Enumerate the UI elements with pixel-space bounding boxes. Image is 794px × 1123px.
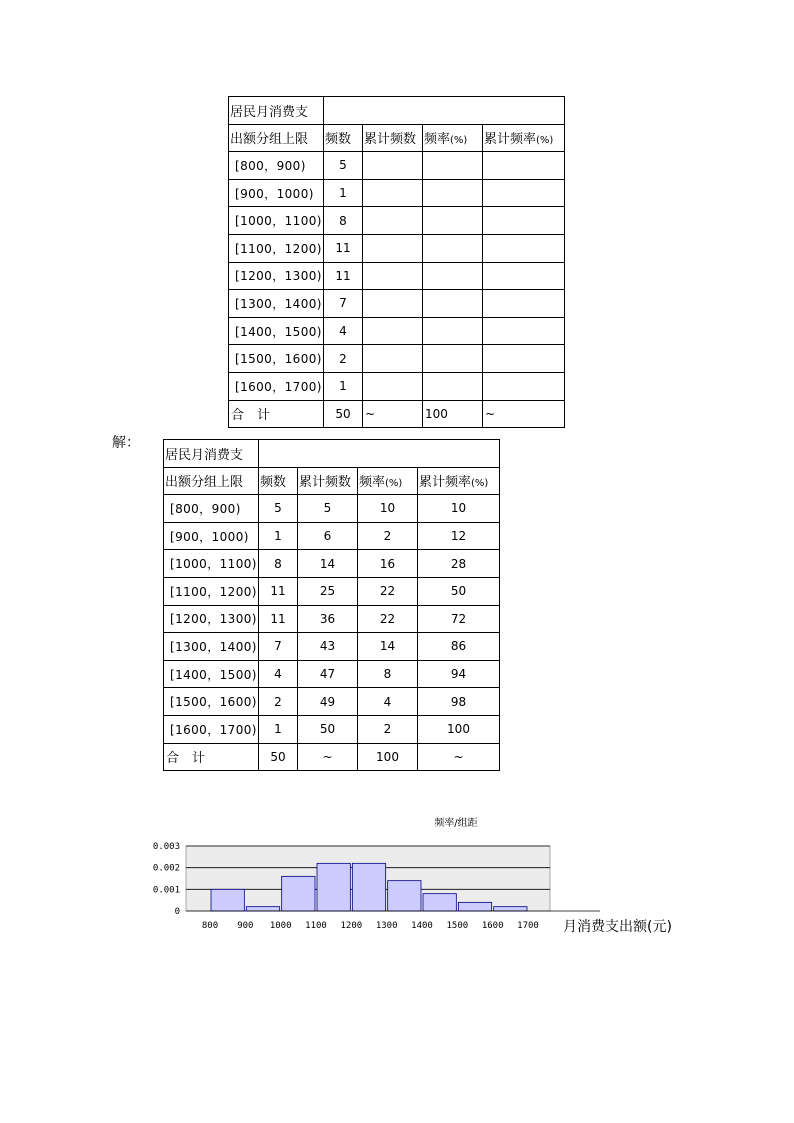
table-row <box>229 152 565 180</box>
freq-cell: 11 <box>324 262 363 290</box>
header-rate-text: 频率 <box>424 132 451 148</box>
rate-cell: 22 <box>358 577 418 605</box>
header-group-label-top: 居民月消费支 <box>164 440 259 468</box>
header-rate <box>358 467 418 495</box>
header-freq <box>259 467 298 495</box>
rate-cell: 14 <box>358 633 418 661</box>
x-tick-label: 1200 <box>340 921 363 931</box>
total-cum-freq: ~ <box>363 400 423 428</box>
cum-rate-cell <box>483 345 565 373</box>
cum-freq-cell: 47 <box>298 660 358 688</box>
range-cell: [1500，1600) <box>164 688 259 716</box>
x-tick-label: 900 <box>237 921 254 931</box>
range-cell: [1100，1200) <box>164 577 259 605</box>
rate-cell: 2 <box>358 715 418 743</box>
freq-cell: 1 <box>324 372 363 400</box>
freq-cell: 8 <box>324 207 363 235</box>
freq-cell: 11 <box>259 605 298 633</box>
header-merged-cell <box>259 440 500 468</box>
cum-freq-cell <box>363 179 423 207</box>
header-group-label-bottom-text: 出额分组上限 <box>165 475 244 491</box>
histogram-bar <box>317 863 350 911</box>
table-row <box>229 372 565 400</box>
histogram-bar <box>352 863 385 911</box>
cum-freq-cell <box>363 317 423 345</box>
y-tick-label: 0.003 <box>152 842 180 852</box>
rate-cell <box>423 345 483 373</box>
answer-table-body <box>164 440 500 771</box>
header-row-top <box>164 440 500 468</box>
y-tick-label: 0.001 <box>152 885 180 896</box>
freq-cell: 4 <box>324 317 363 345</box>
rate-cell <box>423 179 483 207</box>
range-cell: [800，900) <box>229 152 324 180</box>
total-label: 合 计 <box>229 400 324 428</box>
freq-cell: 2 <box>259 688 298 716</box>
cum-rate-cell <box>483 207 565 235</box>
table-row <box>164 633 500 661</box>
rate-cell: 8 <box>358 660 418 688</box>
freq-cell: 8 <box>259 550 298 578</box>
x-tick-label: 1500 <box>446 921 469 931</box>
rate-cell: 16 <box>358 550 418 578</box>
cum-freq-cell: 50 <box>298 715 358 743</box>
answer-frequency-table <box>163 439 500 771</box>
cum-rate-cell <box>483 262 565 290</box>
range-cell: [1000，1100) <box>164 550 259 578</box>
y-tick-label: 0 <box>174 907 180 917</box>
header-row-columns <box>229 124 565 152</box>
cum-freq-cell <box>363 207 423 235</box>
header-freq-text: 频数 <box>325 132 352 148</box>
header-group-label-top: 居民月消费支 <box>229 97 324 125</box>
table-row <box>164 550 500 578</box>
cum-freq-cell <box>363 234 423 262</box>
cum-freq-cell: 36 <box>298 605 358 633</box>
freq-cell: 1 <box>259 522 298 550</box>
x-tick-label: 1100 <box>305 921 327 931</box>
header-cum-rate <box>483 124 565 152</box>
total-label: 合 计 <box>164 743 259 771</box>
table-row <box>164 605 500 633</box>
freq-cell: 11 <box>324 234 363 262</box>
header-cum-freq <box>363 124 423 152</box>
cum-rate-cell: 50 <box>418 577 500 605</box>
x-tick-label: 1400 <box>411 921 433 931</box>
range-cell: [1600，1700) <box>229 372 324 400</box>
cum-rate-cell: 94 <box>418 660 500 688</box>
cum-rate-cell <box>483 317 565 345</box>
header-merged-cell <box>324 97 565 125</box>
cum-freq-cell: 5 <box>298 495 358 523</box>
cum-rate-cell: 10 <box>418 495 500 523</box>
total-cum-freq: ~ <box>298 743 358 771</box>
y-tick-label: 0.002 <box>152 863 180 874</box>
cum-freq-cell: 6 <box>298 522 358 550</box>
histogram-bar <box>494 907 527 911</box>
header-cum-rate-text: 累计频率 <box>484 132 537 148</box>
header-cum-freq-text: 累计频数 <box>364 132 417 148</box>
cum-rate-cell <box>483 179 565 207</box>
table-row <box>229 234 565 262</box>
rate-cell: 4 <box>358 688 418 716</box>
solution-label: 解： <box>112 435 140 451</box>
cum-rate-cell: 28 <box>418 550 500 578</box>
cum-rate-cell: 98 <box>418 688 500 716</box>
freq-cell: 1 <box>324 179 363 207</box>
header-cum-rate <box>418 467 500 495</box>
range-cell: [1600，1700) <box>164 715 259 743</box>
rate-cell <box>423 290 483 318</box>
histogram-bar <box>211 889 244 911</box>
rate-cell <box>423 372 483 400</box>
x-axis-label: 月消费支出额(元) <box>563 919 672 935</box>
cum-freq-cell: 49 <box>298 688 358 716</box>
cum-freq-cell <box>363 372 423 400</box>
histogram-bar <box>246 907 279 911</box>
cum-freq-cell: 14 <box>298 550 358 578</box>
x-tick-label: 1700 <box>517 921 539 931</box>
table-row <box>229 345 565 373</box>
table-row <box>229 317 565 345</box>
total-freq: 50 <box>324 400 363 428</box>
cum-freq-cell: 43 <box>298 633 358 661</box>
range-cell: [1500，1600) <box>229 345 324 373</box>
header-row-columns <box>164 467 500 495</box>
cum-rate-cell: 100 <box>418 715 500 743</box>
table-row <box>164 577 500 605</box>
header-cum-freq <box>298 467 358 495</box>
freq-cell: 7 <box>324 290 363 318</box>
range-cell: [1200，1300) <box>164 605 259 633</box>
header-group-label-bottom <box>229 124 324 152</box>
cum-rate-cell <box>483 290 565 318</box>
table-row <box>229 262 565 290</box>
percent-suffix: (%) <box>385 478 403 490</box>
table-row <box>229 179 565 207</box>
cum-freq-cell <box>363 152 423 180</box>
x-tick-label: 1300 <box>375 921 398 931</box>
rate-cell: 22 <box>358 605 418 633</box>
x-tick-label: 1000 <box>269 921 292 931</box>
range-cell: [1000，1100) <box>229 207 324 235</box>
table-row <box>164 522 500 550</box>
freq-cell: 5 <box>259 495 298 523</box>
table-row <box>229 290 565 318</box>
rate-cell <box>423 152 483 180</box>
rate-cell <box>423 262 483 290</box>
table-row <box>164 660 500 688</box>
freq-cell: 11 <box>259 577 298 605</box>
header-cum-rate-text: 累计频率 <box>419 475 472 491</box>
total-rate: 100 <box>423 400 483 428</box>
header-rate <box>423 124 483 152</box>
histogram-chart <box>140 808 720 943</box>
range-cell: [900，1000) <box>229 179 324 207</box>
question-frequency-table <box>228 96 565 428</box>
rate-cell <box>423 207 483 235</box>
total-row <box>229 400 565 428</box>
header-group-label-bottom <box>164 467 259 495</box>
range-cell: [1100，1200) <box>229 234 324 262</box>
chart-title: 频率/组距 <box>434 818 478 829</box>
range-cell: [800，900) <box>164 495 259 523</box>
total-rate: 100 <box>358 743 418 771</box>
range-cell: [1400，1500) <box>164 660 259 688</box>
header-freq-text: 频数 <box>260 475 287 491</box>
table-row <box>164 495 500 523</box>
table-row <box>164 715 500 743</box>
cum-rate-cell: 12 <box>418 522 500 550</box>
range-cell: [1200，1300) <box>229 262 324 290</box>
freq-cell: 2 <box>324 345 363 373</box>
cum-freq-cell: 25 <box>298 577 358 605</box>
header-rate-text: 频率 <box>359 475 386 491</box>
rate-cell: 2 <box>358 522 418 550</box>
total-cum-rate: ~ <box>483 400 565 428</box>
x-tick-label: 800 <box>201 921 219 931</box>
total-cum-rate: ~ <box>418 743 500 771</box>
freq-cell: 1 <box>259 715 298 743</box>
percent-suffix: (%) <box>536 135 554 147</box>
range-cell: [1300，1400) <box>229 290 324 318</box>
percent-suffix: (%) <box>450 135 468 147</box>
cum-freq-cell <box>363 290 423 318</box>
range-cell: [900，1000) <box>164 522 259 550</box>
cum-rate-cell <box>483 152 565 180</box>
cum-freq-cell <box>363 345 423 373</box>
histogram-bar <box>423 894 456 911</box>
table-row <box>229 207 565 235</box>
rate-cell <box>423 317 483 345</box>
question-table-body <box>229 97 565 428</box>
cum-rate-cell: 86 <box>418 633 500 661</box>
rate-cell <box>423 234 483 262</box>
rate-cell: 10 <box>358 495 418 523</box>
header-cum-freq-text: 累计频数 <box>299 475 352 491</box>
freq-cell: 4 <box>259 660 298 688</box>
freq-cell: 7 <box>259 633 298 661</box>
table-row <box>164 688 500 716</box>
header-row-top <box>229 97 565 125</box>
percent-suffix: (%) <box>471 478 489 490</box>
total-freq: 50 <box>259 743 298 771</box>
cum-rate-cell <box>483 234 565 262</box>
histogram-bar <box>458 902 491 911</box>
range-cell: [1400，1500) <box>229 317 324 345</box>
header-freq <box>324 124 363 152</box>
histogram-bar <box>282 876 315 911</box>
cum-rate-cell <box>483 372 565 400</box>
histogram-bar <box>388 881 421 911</box>
freq-cell: 5 <box>324 152 363 180</box>
cum-freq-cell <box>363 262 423 290</box>
cum-rate-cell: 72 <box>418 605 500 633</box>
total-row <box>164 743 500 771</box>
range-cell: [1300，1400) <box>164 633 259 661</box>
header-group-label-bottom-text: 出额分组上限 <box>230 132 309 148</box>
x-tick-label: 1600 <box>481 921 504 931</box>
